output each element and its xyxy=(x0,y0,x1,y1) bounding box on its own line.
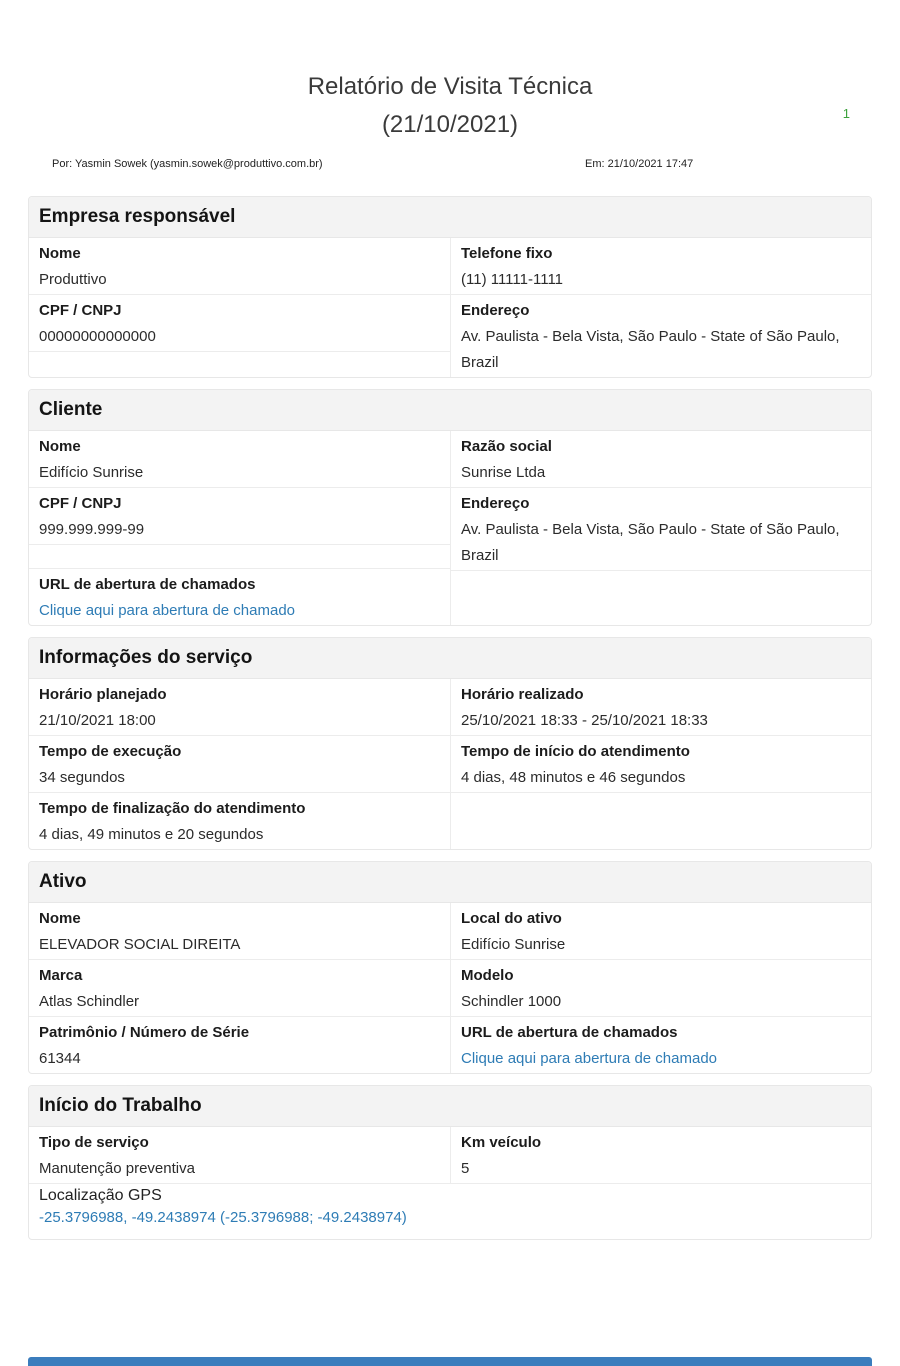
field-label: Endereço xyxy=(461,495,530,512)
field-value: Edifício Sunrise xyxy=(461,936,566,953)
field-cliente-nome xyxy=(29,431,450,488)
field-empresa-endereco xyxy=(451,295,871,377)
field-label: Localização GPS xyxy=(39,1187,162,1204)
field-ativo-marca xyxy=(29,960,450,1017)
field-value: Sunrise Ltda xyxy=(461,464,546,481)
field-value: ELEVADOR SOCIAL DIREITA xyxy=(39,936,241,953)
field-cliente-url-chamados xyxy=(29,569,450,625)
field-label: Patrimônio / Número de Série xyxy=(39,1024,250,1041)
cropped-next-element-edge xyxy=(28,1357,872,1366)
field-label: URL de abertura de chamados xyxy=(461,1024,678,1041)
section-inicio-trabalho xyxy=(28,1085,872,1240)
empty-cell xyxy=(29,352,450,377)
field-value: 4 dias, 48 minutos e 46 segundos xyxy=(461,769,686,786)
field-value: 25/10/2021 18:33 - 25/10/2021 18:33 xyxy=(461,712,708,729)
section-ativo xyxy=(28,861,872,1074)
field-value: Edifício Sunrise xyxy=(39,464,144,481)
field-value: Atlas Schindler xyxy=(39,993,140,1010)
field-cliente-endereco xyxy=(451,488,871,571)
field-value: 00000000000000 xyxy=(39,328,156,345)
open-ticket-link[interactable]: Clique aqui para abertura de chamado xyxy=(39,602,296,619)
section-title: Informações do serviço xyxy=(29,638,871,679)
section-informacoes-servico xyxy=(28,637,872,850)
section-empresa-responsavel xyxy=(28,196,872,378)
field-label: Local do ativo xyxy=(461,910,562,927)
section-title: Ativo xyxy=(29,862,871,903)
page-number: 1 xyxy=(842,106,850,121)
report-body xyxy=(28,196,872,1240)
empty-cell xyxy=(451,571,871,625)
field-label: Km veículo xyxy=(461,1134,542,1151)
section-cliente xyxy=(28,389,872,626)
field-value: 5 xyxy=(461,1160,470,1177)
empty-cell xyxy=(451,793,871,849)
report-title-line1: Relatório de Visita Técnica xyxy=(307,73,593,100)
section-title: Início do Trabalho xyxy=(29,1086,871,1127)
field-value: 4 dias, 49 minutos e 20 segundos xyxy=(39,826,264,843)
field-km-veiculo xyxy=(451,1127,871,1183)
report-title-line2: (21/10/2021) xyxy=(381,111,519,138)
field-ativo-patrimonio-serie xyxy=(29,1017,450,1073)
field-horario-planejado xyxy=(29,679,450,736)
field-value: Schindler 1000 xyxy=(461,993,562,1010)
field-label: Marca xyxy=(39,967,83,984)
field-label: Endereço xyxy=(461,302,530,319)
field-value: Manutenção preventiva xyxy=(39,1160,195,1177)
field-value: 21/10/2021 18:00 xyxy=(39,712,156,729)
field-empresa-cpf-cnpj xyxy=(29,295,450,352)
field-ativo-nome xyxy=(29,903,450,960)
field-value: (11) 11111-1111 xyxy=(461,271,564,288)
field-label: URL de abertura de chamados xyxy=(39,576,256,593)
field-label: Tempo de finalização do atendimento xyxy=(39,800,306,817)
empty-cell xyxy=(29,545,450,569)
field-label: Nome xyxy=(39,910,81,927)
field-ativo-modelo xyxy=(451,960,871,1017)
section-title: Empresa responsável xyxy=(29,197,871,238)
field-label: Tempo de execução xyxy=(39,743,182,760)
report-author: Por: Yasmin Sowek (yasmin.sowek@produttivo.com.br) xyxy=(52,158,323,170)
field-label: Horário planejado xyxy=(39,686,167,703)
field-value: 34 segundos xyxy=(39,769,125,786)
field-horario-realizado xyxy=(451,679,871,736)
field-label: Tipo de serviço xyxy=(39,1134,149,1151)
field-label: Telefone fixo xyxy=(461,245,553,262)
field-cliente-razao-social xyxy=(451,431,871,488)
section-title: Cliente xyxy=(29,390,871,431)
field-value: Av. Paulista - Bela Vista, São Paulo - State of São Paulo, Brazil xyxy=(461,328,840,371)
open-ticket-link[interactable]: Clique aqui para abertura de chamado xyxy=(461,1050,718,1067)
field-ativo-url-chamados xyxy=(451,1017,871,1073)
field-value: 61344 xyxy=(39,1050,81,1067)
field-label: CPF / CNPJ xyxy=(39,495,122,512)
field-tipo-servico xyxy=(29,1127,450,1183)
field-label: Tempo de início do atendimento xyxy=(461,743,690,760)
field-tempo-execucao xyxy=(29,736,450,793)
field-label: Nome xyxy=(39,245,81,262)
field-label: Modelo xyxy=(461,967,514,984)
field-empresa-nome xyxy=(29,238,450,295)
report-title xyxy=(0,68,900,144)
field-label: CPF / CNPJ xyxy=(39,302,122,319)
byline xyxy=(0,158,900,174)
gps-coordinates-link[interactable]: -25.3796988, -49.2438974 (-25.3796988; -49.2438974) xyxy=(39,1209,407,1226)
field-localizacao-gps xyxy=(29,1183,871,1239)
field-label: Razão social xyxy=(461,438,552,455)
field-tempo-inicio-atendimento xyxy=(451,736,871,793)
report-generated-at: Em: 21/10/2021 17:47 xyxy=(585,158,694,170)
field-empresa-telefone-fixo xyxy=(451,238,871,295)
field-label: Horário realizado xyxy=(461,686,584,703)
field-value: Produttivo xyxy=(39,271,107,288)
field-label: Nome xyxy=(39,438,81,455)
field-value: Av. Paulista - Bela Vista, São Paulo - State of São Paulo, Brazil xyxy=(461,521,840,564)
field-tempo-finalizacao xyxy=(29,793,450,849)
field-cliente-cpf-cnpj xyxy=(29,488,450,545)
field-ativo-local xyxy=(451,903,871,960)
field-value: 999.999.999-99 xyxy=(39,521,145,538)
